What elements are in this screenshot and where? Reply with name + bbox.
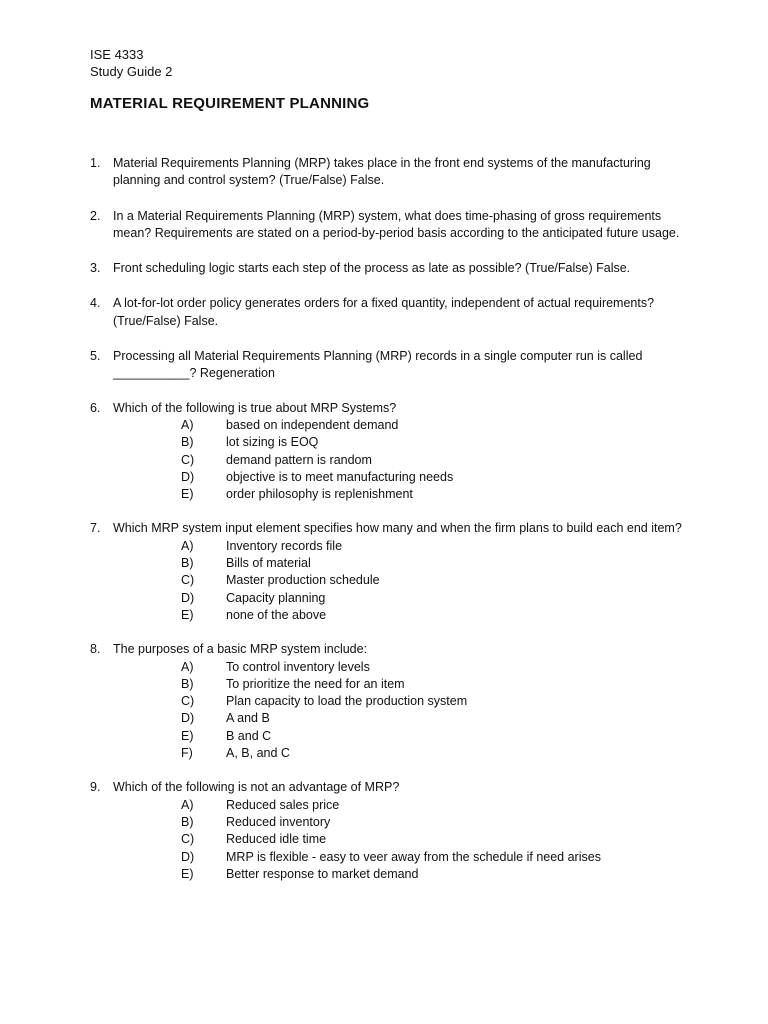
option-letter: B) bbox=[181, 435, 194, 450]
option-letter: A) bbox=[181, 659, 194, 674]
question-number: 1. bbox=[90, 156, 101, 170]
question-item bbox=[90, 400, 690, 504]
option-text: Better response to market demand bbox=[226, 866, 419, 881]
answer-option bbox=[181, 607, 690, 624]
option-letter: C) bbox=[181, 832, 195, 847]
answer-option bbox=[181, 469, 690, 486]
question-number: 6. bbox=[90, 400, 101, 415]
option-text: A and B bbox=[226, 711, 270, 726]
question-number: 2. bbox=[90, 208, 101, 223]
question-item bbox=[90, 260, 690, 277]
option-letter: C) bbox=[181, 694, 195, 709]
option-letter: B) bbox=[181, 676, 194, 691]
option-letter: B) bbox=[181, 814, 194, 829]
option-letter: B) bbox=[181, 556, 194, 571]
option-text: Reduced inventory bbox=[226, 814, 331, 829]
question-text: Material Requirements Planning (MRP) takes place in the front end systems of the manufacturing planning and control system? (True/False) False. bbox=[113, 156, 651, 188]
question-number: 8. bbox=[90, 642, 101, 657]
page-title: MATERIAL REQUIREMENT PLANNING bbox=[90, 95, 370, 112]
answer-option bbox=[181, 572, 690, 589]
option-text: MRP is flexible - easy to veer away from the schedule if need arises bbox=[226, 849, 601, 864]
question-number: 7. bbox=[90, 521, 101, 536]
question-text: Which of the following is not an advantage of MRP? bbox=[113, 780, 400, 795]
option-letter: A) bbox=[181, 538, 194, 553]
option-letter: E) bbox=[181, 487, 194, 502]
answer-option bbox=[181, 814, 690, 831]
question-text: In a Material Requirements Planning (MRP) system, what does time-phasing of gross requirements mean? Requirements are stated on a period-by-period basis according to the anticipated future usage. bbox=[113, 208, 680, 240]
answer-option bbox=[181, 486, 690, 503]
option-text: A, B, and C bbox=[226, 746, 290, 761]
answer-option bbox=[181, 693, 690, 710]
option-text: Plan capacity to load the production system bbox=[226, 694, 468, 709]
option-text: Inventory records file bbox=[226, 538, 343, 553]
course-code: ISE 4333 bbox=[90, 47, 144, 62]
option-letter: A) bbox=[181, 797, 194, 812]
option-letter: A) bbox=[181, 417, 194, 432]
answer-option bbox=[181, 676, 690, 693]
question-item bbox=[90, 520, 690, 624]
option-text: Reduced idle time bbox=[226, 832, 327, 847]
question-number: 3. bbox=[90, 261, 101, 276]
answer-option bbox=[181, 710, 690, 727]
question-item bbox=[90, 208, 690, 243]
question-item bbox=[90, 155, 690, 190]
question-number: 4. bbox=[90, 296, 101, 311]
option-letter: F) bbox=[181, 746, 193, 761]
option-letter: C) bbox=[181, 452, 195, 467]
answer-option bbox=[181, 831, 690, 848]
option-letter: D) bbox=[181, 590, 195, 605]
option-text: To prioritize the need for an item bbox=[226, 676, 405, 691]
document-header bbox=[90, 46, 172, 80]
answer-option bbox=[181, 417, 690, 434]
option-letter: E) bbox=[181, 866, 194, 881]
answer-option bbox=[181, 866, 690, 883]
question-text: The purposes of a basic MRP system include: bbox=[113, 642, 368, 657]
question-item bbox=[90, 295, 690, 330]
option-letter: E) bbox=[181, 607, 194, 622]
answer-option bbox=[181, 452, 690, 469]
question-text: Which MRP system input element specifies how many and when the firm plans to build each end item? bbox=[113, 521, 682, 536]
answer-option bbox=[181, 797, 690, 814]
question-text: Processing all Material Requirements Planning (MRP) records in a single computer run is called ___________? Regeneration bbox=[113, 349, 643, 381]
question-list bbox=[90, 138, 690, 883]
answer-option bbox=[181, 434, 690, 451]
option-letter: C) bbox=[181, 573, 195, 588]
question-text: Front scheduling logic starts each step of the process as late as possible? (True/False) False. bbox=[113, 261, 631, 276]
answer-options bbox=[181, 538, 690, 624]
answer-option bbox=[181, 659, 690, 676]
question-item bbox=[90, 348, 690, 383]
answer-options bbox=[181, 659, 690, 763]
answer-options bbox=[181, 797, 690, 883]
answer-option bbox=[181, 728, 690, 745]
option-text: based on independent demand bbox=[226, 417, 399, 432]
answer-option bbox=[181, 849, 690, 866]
option-letter: D) bbox=[181, 711, 195, 726]
option-text: Reduced sales price bbox=[226, 797, 340, 812]
option-letter: D) bbox=[181, 469, 195, 484]
question-number: 5. bbox=[90, 349, 101, 364]
option-text: none of the above bbox=[226, 607, 327, 622]
question-number: 9. bbox=[90, 780, 101, 795]
answer-options bbox=[181, 417, 690, 503]
option-text: lot sizing is EOQ bbox=[226, 435, 319, 450]
option-text: To control inventory levels bbox=[226, 659, 370, 674]
answer-option bbox=[181, 538, 690, 555]
answer-option bbox=[181, 590, 690, 607]
option-text: demand pattern is random bbox=[226, 452, 372, 467]
guide-name: Study Guide 2 bbox=[90, 64, 173, 79]
option-text: Bills of material bbox=[226, 556, 311, 571]
answer-option bbox=[181, 555, 690, 572]
option-text: objective is to meet manufacturing needs bbox=[226, 469, 454, 484]
question-item bbox=[90, 779, 690, 883]
option-letter: E) bbox=[181, 728, 194, 743]
question-text: A lot-for-lot order policy generates orders for a fixed quantity, independent of actual requirements? (True/False) False. bbox=[113, 296, 655, 328]
question-item bbox=[90, 641, 690, 762]
option-letter: D) bbox=[181, 849, 195, 864]
answer-option bbox=[181, 745, 690, 762]
option-text: order philosophy is replenishment bbox=[226, 487, 413, 502]
question-text: Which of the following is true about MRP Systems? bbox=[113, 400, 397, 415]
option-text: Capacity planning bbox=[226, 590, 326, 605]
option-text: B and C bbox=[226, 728, 272, 743]
option-text: Master production schedule bbox=[226, 573, 380, 588]
